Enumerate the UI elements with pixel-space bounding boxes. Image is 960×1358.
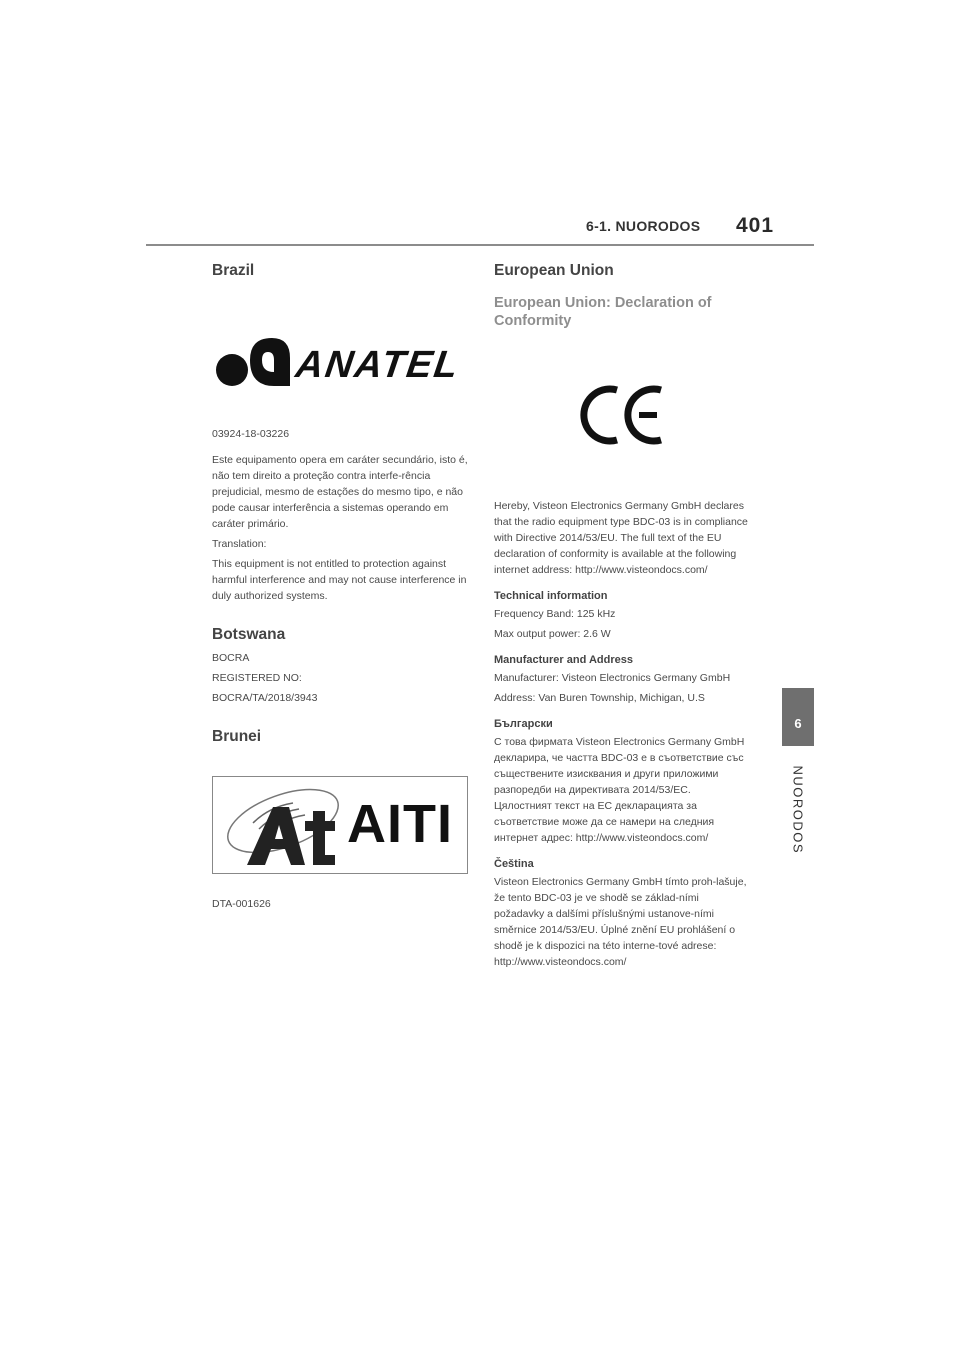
anatel-logo	[212, 330, 468, 386]
brunei-heading: Brunei	[212, 728, 262, 745]
left-column	[212, 262, 468, 912]
eu-heading: European Union	[494, 262, 614, 279]
botswana-line3: BOCRA/TA/2018/3943	[212, 692, 318, 704]
brunei-code: DTA-001626	[212, 898, 271, 910]
address: Address: Van Buren Township, Michigan, U.S	[494, 692, 705, 704]
brazil-heading: Brazil	[212, 262, 255, 279]
page-number: 401	[736, 214, 775, 237]
aiti-wordmark: AITI	[347, 794, 453, 854]
botswana-line2: REGISTERED NO:	[212, 672, 302, 684]
manufacturer: Manufacturer: Visteon Electronics Germany GmbH	[494, 672, 731, 684]
brazil-body: Este equipamento opera em caráter secundário, isto é, não tem direito a proteção contra interfe-rência prejudicial, mesmo de estações do mesmo tipo, e não pode causar interferência a sistemas operando em caráter primário.	[212, 454, 468, 530]
bulgarian-body: С това фирмата Visteon Electronics Germany GmbH декларира, че частта BDC-03 е в съответствие със съществените изисквания и други приложими разпоредби на директивата 2014/53/ЕС. Цялостният текст на ЕС декларацията за съответствие може да се намери на следния интернет адрес: http://www.visteondocs.com/	[494, 736, 745, 844]
czech-heading: Čeština	[494, 858, 534, 870]
czech-body: Visteon Electronics Germany GmbH tímto proh-lašuje, že tento BDC-03 je ve shodě se základ-ními požadavky a dalšími příslušnými ustanove-ními směrnice 2014/53/EU. Úplné znění EU prohlášení o shodě je k dispozici na této interne-tové adrese: http://www.visteondocs.com/	[494, 876, 747, 968]
chapter-tab[interactable]	[782, 688, 814, 746]
translation-text: This equipment is not entitled to protection against harmful interference and may not cause interference in duly authorized systems.	[212, 558, 467, 602]
tech-info-heading: Technical information	[494, 590, 608, 602]
frequency-band: Frequency Band: 125 kHz	[494, 608, 616, 620]
manufacturer-heading: Manufacturer and Address	[494, 654, 633, 666]
chapter-number: 6	[794, 716, 802, 731]
eu-declaration: Hereby, Visteon Electronics Germany GmbH declares that the radio equipment type BDC-03 is in compliance with Directive 2014/53/EU. The full text of the EU declaration of conformity is available at the following internet address: http://www.visteondocs.com/	[494, 500, 748, 576]
botswana-heading: Botswana	[212, 626, 286, 643]
header-divider	[146, 244, 814, 246]
ce-mark-icon	[577, 380, 667, 450]
brazil-code: 03924-18-03226	[212, 428, 290, 440]
right-column	[494, 262, 750, 970]
aiti-logo	[212, 776, 468, 874]
botswana-line1: BOCRA	[212, 652, 250, 664]
bulgarian-heading: Български	[494, 718, 553, 730]
anatel-wordmark: ANATEL	[293, 344, 463, 386]
section-title: 6-1. NUORODOS	[586, 218, 701, 234]
max-output-power: Max output power: 2.6 W	[494, 628, 611, 640]
translation-label: Translation:	[212, 538, 267, 550]
chapter-label: NUORODOS	[790, 765, 806, 855]
eu-subheading: European Union: Declaration of Conformity	[494, 295, 712, 329]
